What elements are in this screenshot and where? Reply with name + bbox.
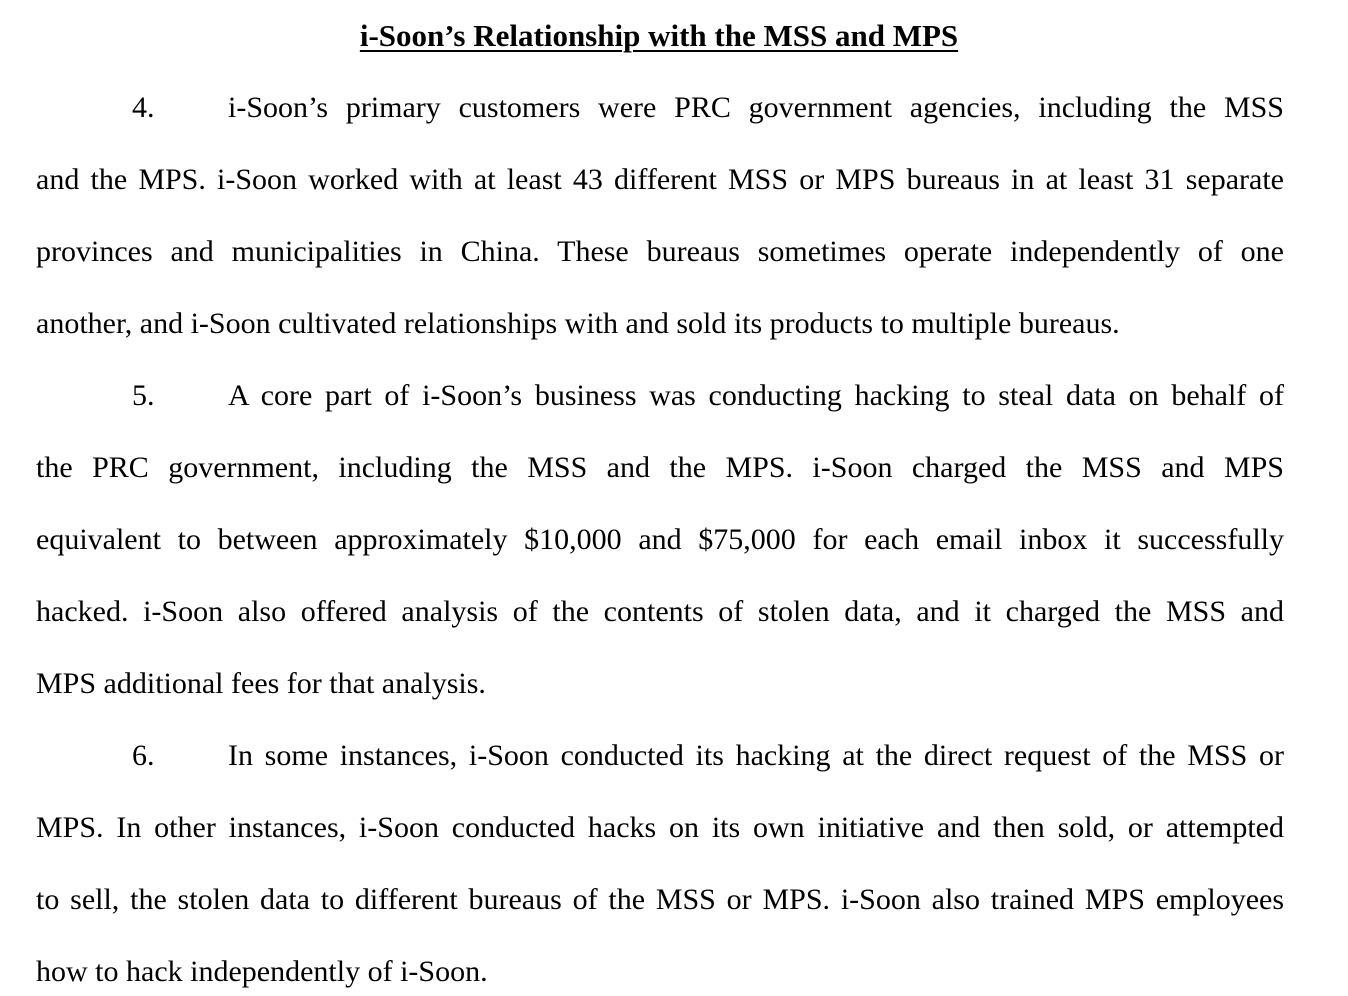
paragraph-6-line-4: how to hack independently of i-Soon. (36, 955, 488, 988)
paragraph-number: 4. (132, 91, 155, 124)
paragraph-text: A core part of i-Soon’s business was conducting hacking to steal data on behalf of (228, 379, 1284, 412)
paragraph-4-line-2: and the MPS. i-Soon worked with at least 43 different MSS or MPS bureaus in at least 31 separate (36, 163, 1284, 196)
paragraph-5-line-2: the PRC government, including the MSS and the MPS. i-Soon charged the MSS and MPS (36, 451, 1284, 484)
paragraph-number: 6. (132, 739, 155, 772)
paragraph-6-line-2: MPS. In other instances, i-Soon conducted hacks on its own initiative and then sold, or attempted (36, 811, 1284, 844)
paragraph-text: In some instances, i-Soon conducted its hacking at the direct request of the MSS or (228, 739, 1284, 772)
paragraph-5-line-1 (36, 374, 1284, 418)
paragraph-5-line-3: equivalent to between approximately $10,000 and $75,000 for each email inbox it successfully (36, 523, 1284, 556)
paragraph-6-line-1 (36, 734, 1284, 778)
paragraph-6-line-3: to sell, the stolen data to different bureaus of the MSS or MPS. i-Soon also trained MPS employees (36, 883, 1284, 916)
paragraph-4-line-3: provinces and municipalities in China. These bureaus sometimes operate independently of one (36, 235, 1284, 268)
paragraph-5-line-5: MPS additional fees for that analysis. (36, 667, 486, 700)
section-heading: i-Soon’s Relationship with the MSS and MPS (359, 18, 959, 53)
paragraph-4-line-1 (36, 86, 1284, 130)
paragraph-text: i-Soon’s primary customers were PRC government agencies, including the MSS (228, 91, 1284, 124)
paragraph-4-line-4: another, and i-Soon cultivated relationships with and sold its products to multiple bureaus. (36, 307, 1120, 340)
paragraph-number: 5. (132, 379, 155, 412)
paragraph-5-line-4: hacked. i-Soon also offered analysis of the contents of stolen data, and it charged the MSS and (36, 595, 1284, 628)
